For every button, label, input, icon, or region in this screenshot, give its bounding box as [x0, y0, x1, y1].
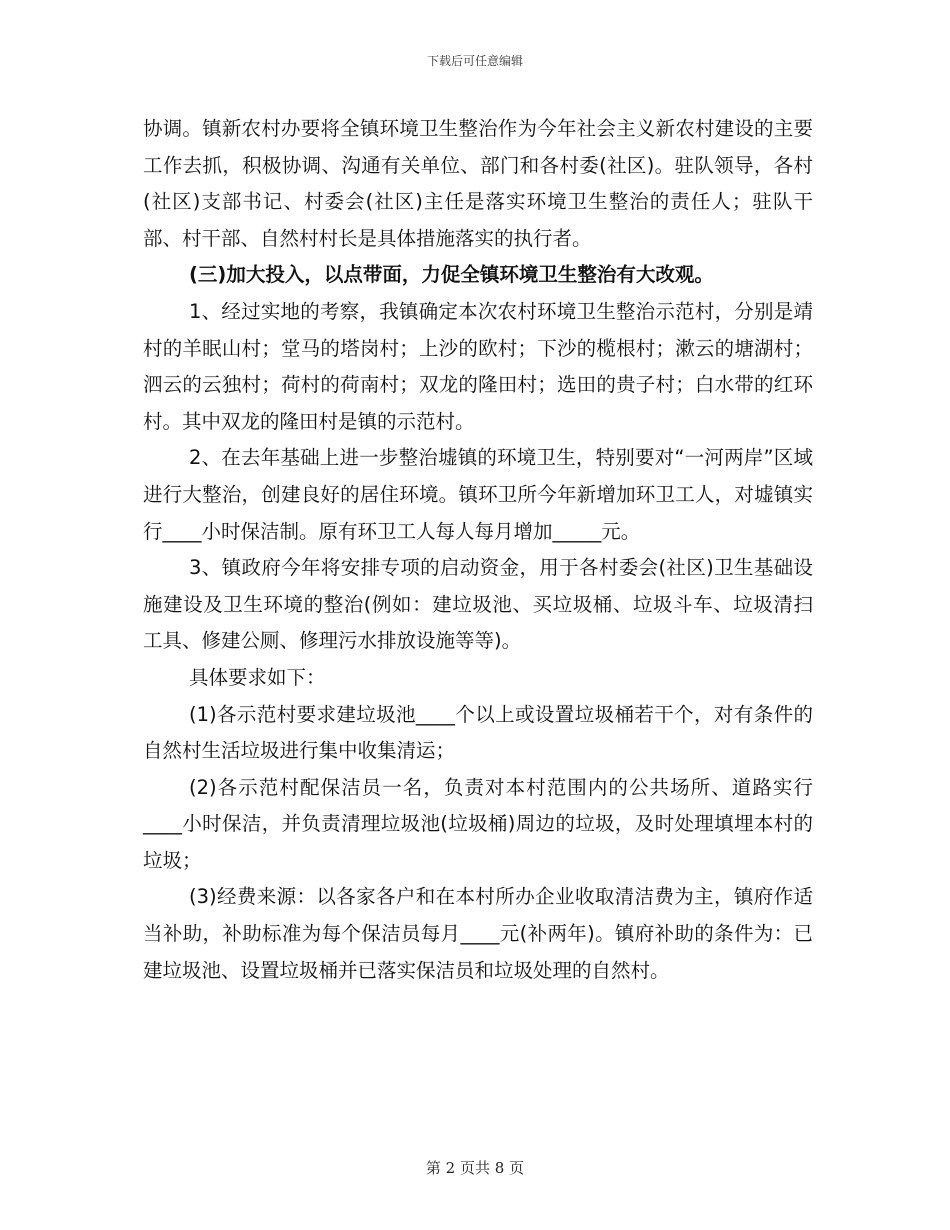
paragraph-requirement-1: (1)各示范村要求建垃圾池____个以上或设置垃圾桶若干个，对有条件的自然村生活垃圾进行集中收集清运；	[143, 702, 813, 763]
document-body	[143, 111, 813, 989]
paragraph-item-2: 2、在去年基础上进一步整治墟镇的环境卫生，特别要对“一河两岸”区域进行大整治，创建良好的居住环境。镇环卫所今年新增加环卫工人，对墟镇实行____小时保洁制。原有环卫工人每人每月增加_____元。	[143, 446, 813, 543]
paragraph-coordination: 协调。镇新农村办要将全镇环境卫生整治作为今年社会主义新农村建设的主要工作去抓，积极协调、沟通有关单位、部门和各村委(社区)。驻队领导，各村(社区)支部书记、村委会(社区)主任是落实环境卫生整治的责任人；驻队干部、村干部、自然村村长是具体措施落实的执行者。	[143, 117, 813, 250]
paragraph-item-3: 3、镇政府今年将安排专项的启动资金，用于各村委会(社区)卫生基础设施建设及卫生环境的整治(例如：建垃圾池、买垃圾桶、垃圾斗车、垃圾清扫工具、修建公厕、修理污水排放设施等等)。	[143, 556, 813, 653]
paragraph-requirements-intro: 具体要求如下：	[189, 665, 326, 689]
page-header: 下载后可任意编辑	[426, 54, 523, 68]
paragraph-item-1: 1、经过实地的考察，我镇确定本次农村环境卫生整治示范村，分别是靖村的羊眠山村；堂马的塔岗村；上沙的欧村；下沙的榄根村；漱云的塘湖村；泗云的云独村；荷村的荷南村；双龙的隆田村；选田的贵子村；白水带的红环村。其中双龙的隆田村是镇的示范村。	[143, 299, 813, 433]
section-heading-investment: (三)加大投入，以点带面，力促全镇环境卫生整治有大改观。	[189, 263, 714, 287]
paragraph-requirement-3: (3)经费来源：以各家各户和在本村所办企业收取清洁费为主，镇府作适当补助，补助标准为每个保洁员每月____元(补两年)。镇府补助的条件为：已建垃圾池、设置垃圾桶并已落实保洁员和垃圾处理的自然村。	[143, 885, 813, 982]
page-footer: 第 2 页共 8 页	[425, 1159, 525, 1177]
paragraph-requirement-2: (2)各示范村配保洁员一名，负责对本村范围内的公共场所、道路实行____小时保洁，并负责清理垃圾池(垃圾桶)周边的垃圾，及时处理填埋本村的垃圾；	[143, 775, 813, 872]
